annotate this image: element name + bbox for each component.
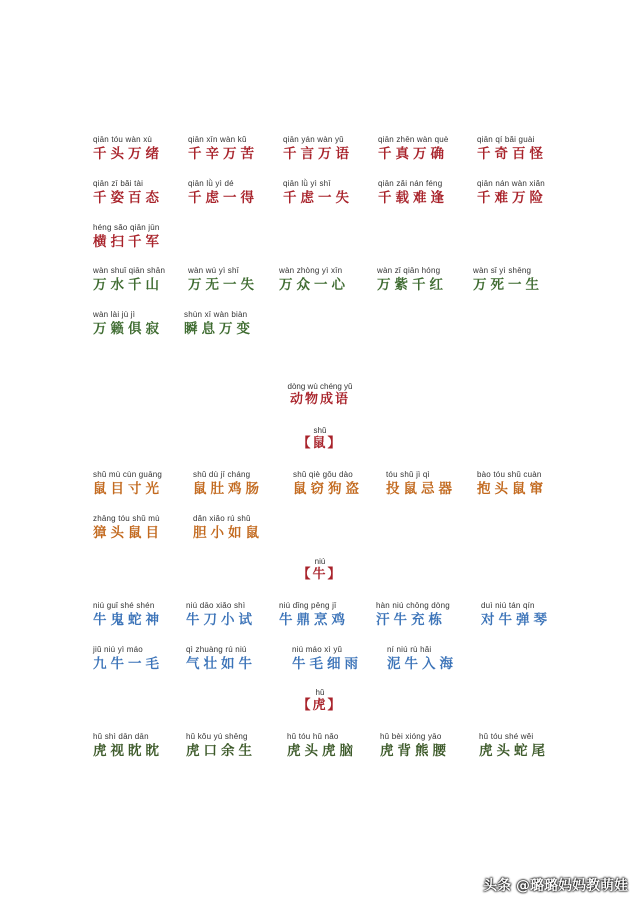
idiom-item [387, 645, 457, 673]
idiom-item [293, 470, 363, 498]
section-heading [0, 382, 640, 408]
idiom-item [287, 732, 357, 760]
pinyin: shǔ dù jī cháng [193, 470, 251, 479]
idiom-item [188, 135, 258, 163]
idiom-item [473, 266, 543, 294]
pinyin: ní niú rù hǎi [387, 645, 432, 654]
shu-heading-pinyin: shǔ [313, 426, 327, 435]
idiom-item [377, 266, 447, 294]
pinyin: wàn lài jù jì [93, 310, 136, 319]
idiom-item [481, 601, 551, 629]
pinyin: duì niú tán qín [481, 601, 535, 610]
idiom-item [188, 179, 258, 207]
pinyin: qì zhuàng rú niú [186, 645, 247, 654]
pinyin: hǔ shì dān dān [93, 732, 149, 741]
idiom-text: 鼠窃狗盗 [293, 481, 363, 497]
pinyin: qiān tóu wàn xù [93, 135, 153, 144]
niu-heading [0, 557, 640, 583]
idiom-text: 牛毛细雨 [292, 656, 362, 672]
idiom-text: 千真万确 [378, 146, 448, 162]
idiom-text: 千姿百态 [93, 190, 163, 206]
idiom-item [193, 470, 263, 498]
idiom-item [184, 310, 254, 338]
idiom-text: 千难万险 [477, 190, 547, 206]
pinyin: wàn zhòng yì xīn [279, 266, 343, 275]
idiom-text: 万水千山 [93, 277, 163, 293]
idiom-text: 投鼠忌器 [386, 481, 456, 497]
section-heading-title: 动物成语 [289, 392, 350, 407]
idiom-item [378, 135, 449, 163]
pinyin: niú dǐng pēng jī [279, 601, 337, 610]
idiom-text: 泥牛入海 [387, 656, 457, 672]
idiom-text: 千辛万苦 [188, 146, 258, 162]
idiom-text: 虎背熊腰 [380, 743, 450, 759]
hu-heading [0, 688, 640, 714]
idiom-item [188, 266, 258, 294]
idiom-text: 对牛弹琴 [481, 612, 551, 628]
pinyin: hǔ tóu shé wěi [479, 732, 534, 741]
idiom-text: 万无一失 [188, 277, 258, 293]
pinyin: qiān zhēn wàn què [378, 135, 449, 144]
idiom-text: 汗牛充栋 [376, 612, 446, 628]
idiom-item [193, 514, 263, 542]
pinyin: hǔ bèi xióng yāo [380, 732, 442, 741]
shu-heading-title: 【鼠】 [297, 436, 343, 451]
idiom-text: 九牛一毛 [93, 656, 163, 672]
pinyin: hàn niú chōng dòng [376, 601, 450, 610]
idiom-item [93, 470, 163, 498]
idiom-text: 瞬息万变 [184, 321, 254, 337]
idiom-item [93, 135, 163, 163]
pinyin: qiān yán wàn yǔ [283, 135, 344, 144]
idiom-item [376, 601, 450, 629]
pinyin: qiān nán wàn xiǎn [477, 179, 545, 188]
idiom-text: 千载难逢 [378, 190, 448, 206]
pinyin: wàn shuǐ qiān shān [93, 266, 166, 275]
idiom-item [283, 179, 353, 207]
idiom-text: 千虑一得 [188, 190, 258, 206]
idiom-text: 虎口余生 [186, 743, 256, 759]
idiom-item [93, 732, 163, 760]
idiom-item [380, 732, 450, 760]
pinyin: shùn xī wàn biàn [184, 310, 248, 319]
idiom-text: 胆小如鼠 [193, 525, 263, 541]
pinyin: wàn wú yì shī [188, 266, 240, 275]
idiom-item [378, 179, 448, 207]
idiom-item [186, 732, 256, 760]
idiom-item [477, 135, 547, 163]
pinyin: qiān lǜ yì dé [188, 179, 234, 188]
idiom-item [186, 601, 256, 629]
idiom-text: 虎头蛇尾 [479, 743, 549, 759]
idiom-text: 千言万语 [283, 146, 353, 162]
shu-heading [0, 426, 640, 452]
idiom-text: 横扫千军 [93, 234, 163, 250]
idiom-text: 牛鬼蛇神 [93, 612, 163, 628]
idiom-text: 獐头鼠目 [93, 525, 163, 541]
idiom-item [93, 310, 163, 338]
idiom-text: 万紫千红 [377, 277, 447, 293]
idiom-item [283, 135, 353, 163]
pinyin: jiǔ niú yì máo [93, 645, 143, 654]
idiom-item [279, 266, 349, 294]
idiom-text: 万众一心 [279, 277, 349, 293]
pinyin: niú guǐ shé shén [93, 601, 155, 610]
pinyin: qiān xīn wàn kǔ [188, 135, 247, 144]
pinyin: héng sǎo qiān jūn [93, 223, 160, 232]
idiom-item [279, 601, 349, 629]
pinyin: tóu shǔ jì qì [386, 470, 430, 479]
pinyin: dǎn xiǎo rú shǔ [193, 514, 251, 523]
pinyin: bào tóu shǔ cuàn [477, 470, 542, 479]
pinyin: hǔ kǒu yú shēng [186, 732, 248, 741]
idiom-item [479, 732, 549, 760]
niu-heading-title: 【牛】 [297, 567, 343, 582]
pinyin: wàn zǐ qiān hóng [377, 266, 441, 275]
idiom-item [477, 179, 547, 207]
pinyin: niú dāo xiǎo shì [186, 601, 246, 610]
idiom-text: 抱头鼠窜 [477, 481, 547, 497]
pinyin: qiān zǎi nán féng [378, 179, 443, 188]
pinyin: shǔ qiè gǒu dào [293, 470, 353, 479]
idiom-item [93, 601, 163, 629]
pinyin: shǔ mù cùn guāng [93, 470, 163, 479]
idiom-text: 千虑一失 [283, 190, 353, 206]
pinyin: qiān lǜ yì shī [283, 179, 331, 188]
idiom-text: 千奇百怪 [477, 146, 547, 162]
niu-heading-pinyin: niú [314, 557, 326, 566]
idiom-item [93, 223, 163, 251]
idiom-item [93, 514, 163, 542]
idiom-text: 鼠肚鸡肠 [193, 481, 263, 497]
idiom-item [477, 470, 547, 498]
idiom-item [292, 645, 362, 673]
pinyin: niú máo xì yǔ [292, 645, 343, 654]
idiom-text: 虎视眈眈 [93, 743, 163, 759]
idiom-text: 千头万绪 [93, 146, 163, 162]
idiom-text: 气壮如牛 [186, 656, 256, 672]
idiom-item [93, 266, 165, 294]
idiom-text: 虎头虎脑 [287, 743, 357, 759]
idiom-text: 牛鼎烹鸡 [279, 612, 349, 628]
pinyin: hǔ tóu hǔ nǎo [287, 732, 339, 741]
idiom-text: 鼠目寸光 [93, 481, 163, 497]
hu-heading-title: 【虎】 [297, 698, 343, 713]
pinyin: qiān zī bǎi tài [93, 179, 144, 188]
pinyin: wàn sǐ yì shēng [473, 266, 532, 275]
idiom-item [93, 179, 163, 207]
idiom-text: 牛刀小试 [186, 612, 256, 628]
idiom-item [386, 470, 456, 498]
section-heading-pinyin: dòng wù chéng yǔ [287, 382, 353, 391]
hu-heading-pinyin: hǔ [315, 688, 325, 697]
idiom-item [93, 645, 163, 673]
idiom-text: 万籁俱寂 [93, 321, 163, 337]
watermark: 头条 @璐璐妈妈教萌娃 [483, 878, 628, 894]
pinyin: qiān qí bǎi guài [477, 135, 535, 144]
idiom-text: 万死一生 [473, 277, 543, 293]
pinyin: zhāng tóu shǔ mù [93, 514, 160, 523]
idiom-item [186, 645, 256, 673]
